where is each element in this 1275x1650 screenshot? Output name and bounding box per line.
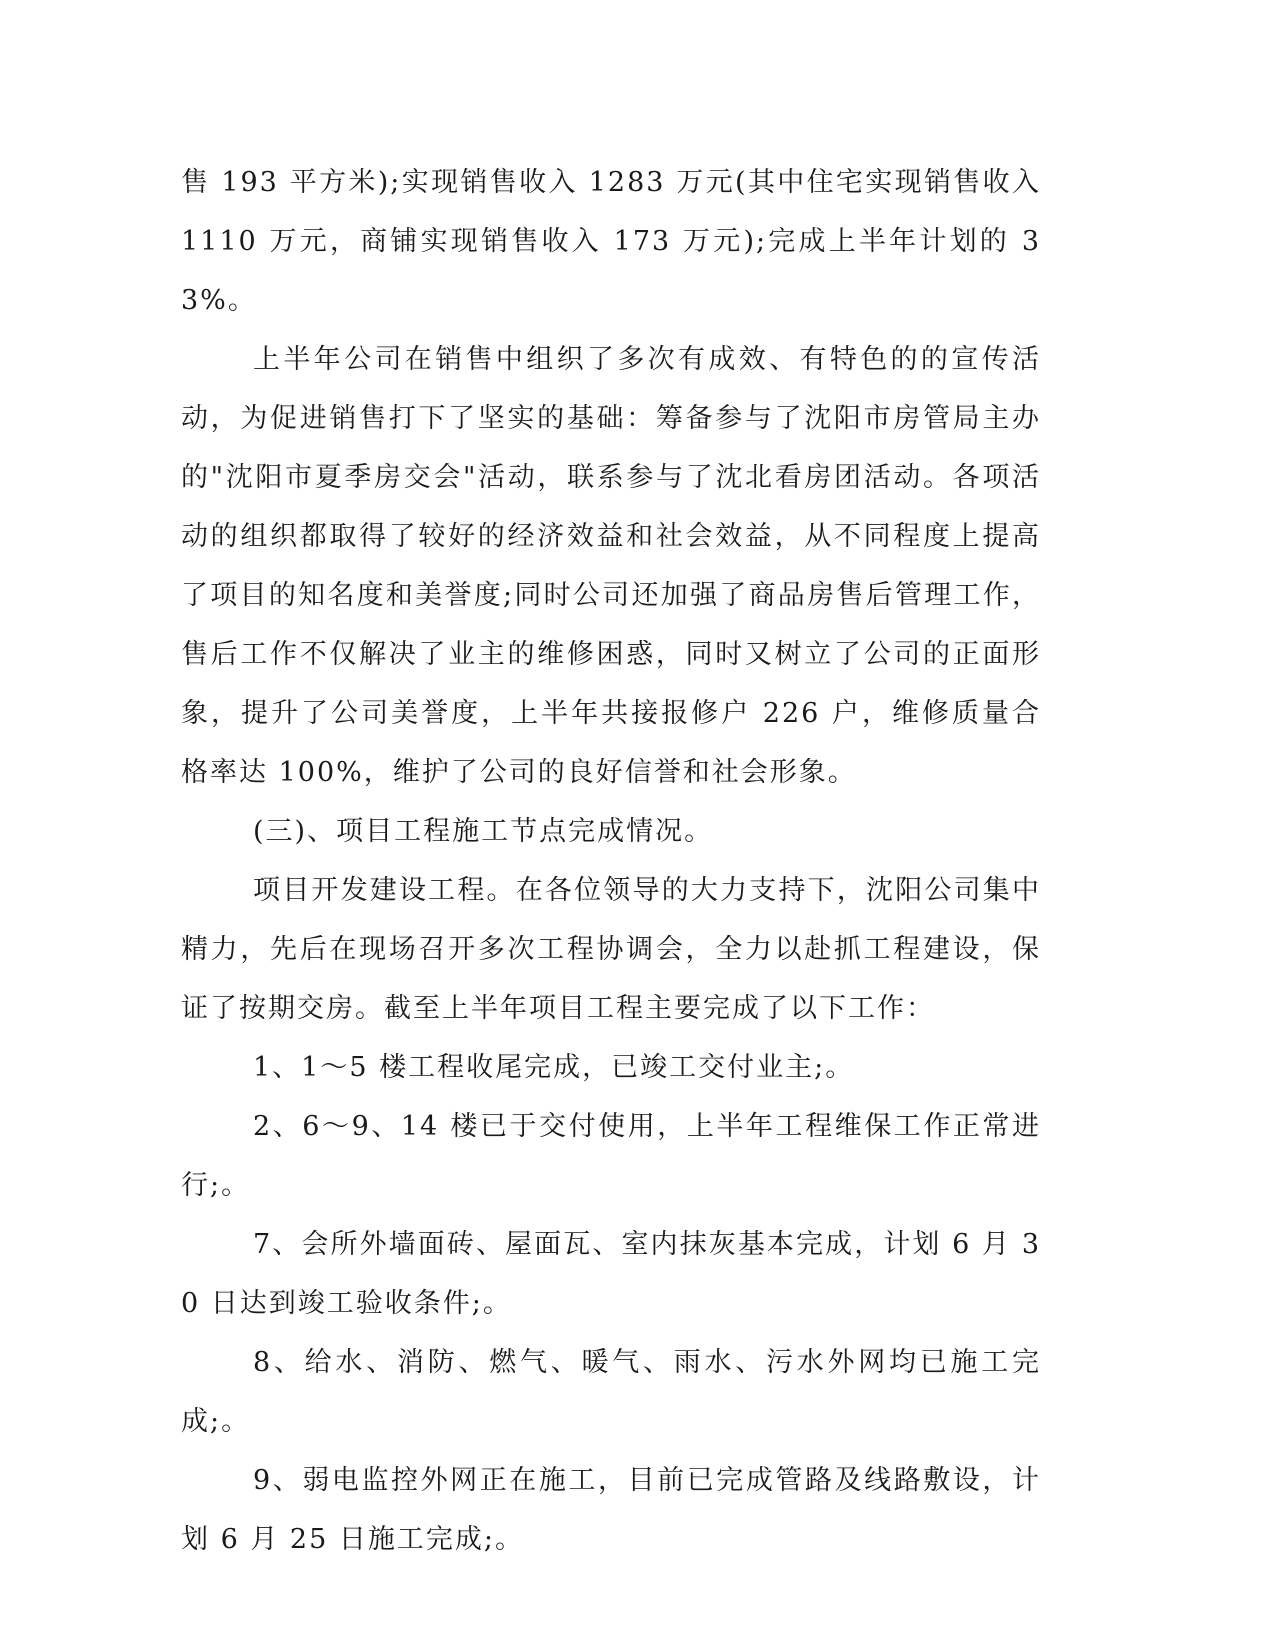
paragraph-sales-summary: 售 193 平方米);实现销售收入 1283 万元(其中住宅实现销售收入 1110 万元，商铺实现销售收入 173 万元);完成上半年计划的 33%。 [181,167,1041,316]
paragraph-construction-overview: 项目开发建设工程。在各位领导的大力支持下，沈阳公司集中精力，先后在现场召开多次工程协调会，全力以赴抓工程建设，保证了按期交房。截至上半年项目工程主要完成了以下工作： [181,875,1041,1024]
section-heading-construction: (三)、项目工程施工节点完成情况。 [253,816,714,847]
list-item-8: 8、给水、消防、燃气、暖气、雨水、污水外网均已施工完成;。 [181,1347,1041,1437]
document-body [181,153,1041,1569]
list-item-2: 2、6～9、14 楼已于交付使用，上半年工程维保工作正常进行;。 [181,1111,1041,1201]
list-item-1: 1、1～5 楼工程收尾完成，已竣工交付业主;。 [253,1052,855,1083]
list-item-9: 9、弱电监控外网正在施工，目前已完成管路及线路敷设，计划 6 月 25 日施工完成;。 [181,1465,1041,1555]
list-item-7: 7、会所外墙面砖、屋面瓦、室内抹灰基本完成，计划 6 月 30 日达到竣工验收条件;。 [181,1229,1041,1319]
paragraph-marketing-activities: 上半年公司在销售中组织了多次有成效、有特色的的宣传活动，为促进销售打下了坚实的基础：筹备参与了沈阳市房管局主办的"沈阳市夏季房交会"活动，联系参与了沈北看房团活动。各项活动的组织都取得了较好的经济效益和社会效益，从不同程度上提高了项目的知名度和美誉度;同时公司还加强了商品房售后管理工作，售后工作不仅解决了业主的维修困惑，同时又树立了公司的正面形象，提升了公司美誉度，上半年共接报修户 226 户，维修质量合格率达 100%，维护了公司的良好信誉和社会形象。 [181,344,1041,788]
